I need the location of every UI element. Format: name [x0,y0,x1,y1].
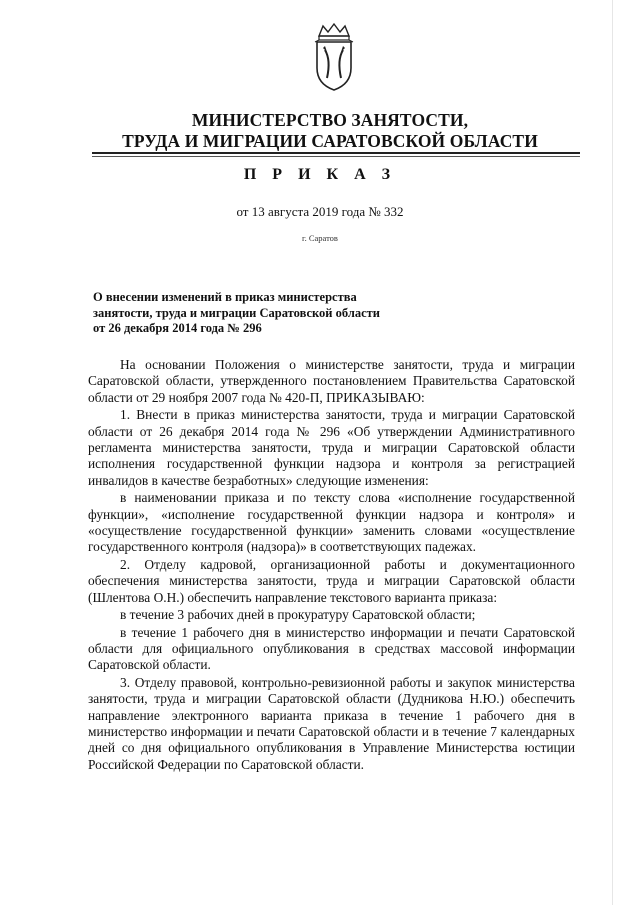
ministry-line-1: МИНИСТЕРСТВО ЗАНЯТОСТИ, [191,110,469,130]
subject-line-1: О внесении изменений в приказ министерства [93,290,357,304]
order-body [88,357,575,773]
subject-line-3: от 26 декабря 2014 года № 296 [93,321,262,335]
ministry-name [60,110,600,152]
item-3-paragraph: 3. Отделу правовой, контрольно-ревизионной работы и закупок министерства занятости, труда и миграции Саратовской области (Дудникова Н.Ю.) обеспечить направление электронного варианта приказа в течение 1 рабочего дня в министерство информации и печати Саратовской области и в течение 7 календарных дней со дня официального опубликования в Управление Министерства юстиции Российской Федерации по Саратовской области. [88,674,575,772]
item-2a-paragraph: в течение 3 рабочих дней в прокуратуру Саратовской области; [120,607,476,623]
subject-line-2: занятости, труда и миграции Саратовской области [93,305,380,320]
saratov-coat-of-arms-icon [305,22,363,92]
preamble-paragraph: На основании Положения о министерстве занятости, труда и миграции Саратовской области, утвержденного постановлением Правительства Саратовской области от 29 ноября 2007 года № 420-П, ПРИКАЗЫВАЮ: [88,357,575,405]
order-subject [93,290,453,337]
city: г. Саратов [302,233,338,243]
header-rule [92,152,580,154]
ministry-line-2: ТРУДА И МИГРАЦИИ САРАТОВСКОЙ ОБЛАСТИ [122,131,538,151]
header-rule-thin [92,156,580,157]
item-2b-paragraph: в течение 1 рабочего дня в министерство информации и печати Саратовской области для официального опубликования в средствах массовой информации Саратовской области. [88,624,575,673]
order-date: от 13 августа 2019 года № 332 [236,204,404,219]
scan-margin-line [612,0,613,905]
item-1-paragraph: 1. Внести в приказ министерства занятости, труда и миграции Саратовской области от 26 декабря 2014 года № 296 «Об утверждении Административного регламента министерства занятости, труда и миграции Саратовской области исполнения государственной функции надзора и контроля за регистрацией инвалидов в качестве безработных» следующие изменения: [88,407,575,488]
item-1-change-paragraph: в наименовании приказа и по тексту слова «исполнение государственной функции», «исполнение государственной функции надзора и контроля» и «осуществление государственной функции» заменить словами «осуществление государственного контроля (надзора)» в соответствующих падежах. [88,490,575,555]
item-2-paragraph: 2. Отделу кадровой, организационной работы и документационного обеспечения министерства занятости, труда и миграции Саратовской области (Шлентова О.Н.) обеспечить направление текстового варианта приказа: [88,556,575,605]
order-title: П Р И К А З [243,166,397,183]
